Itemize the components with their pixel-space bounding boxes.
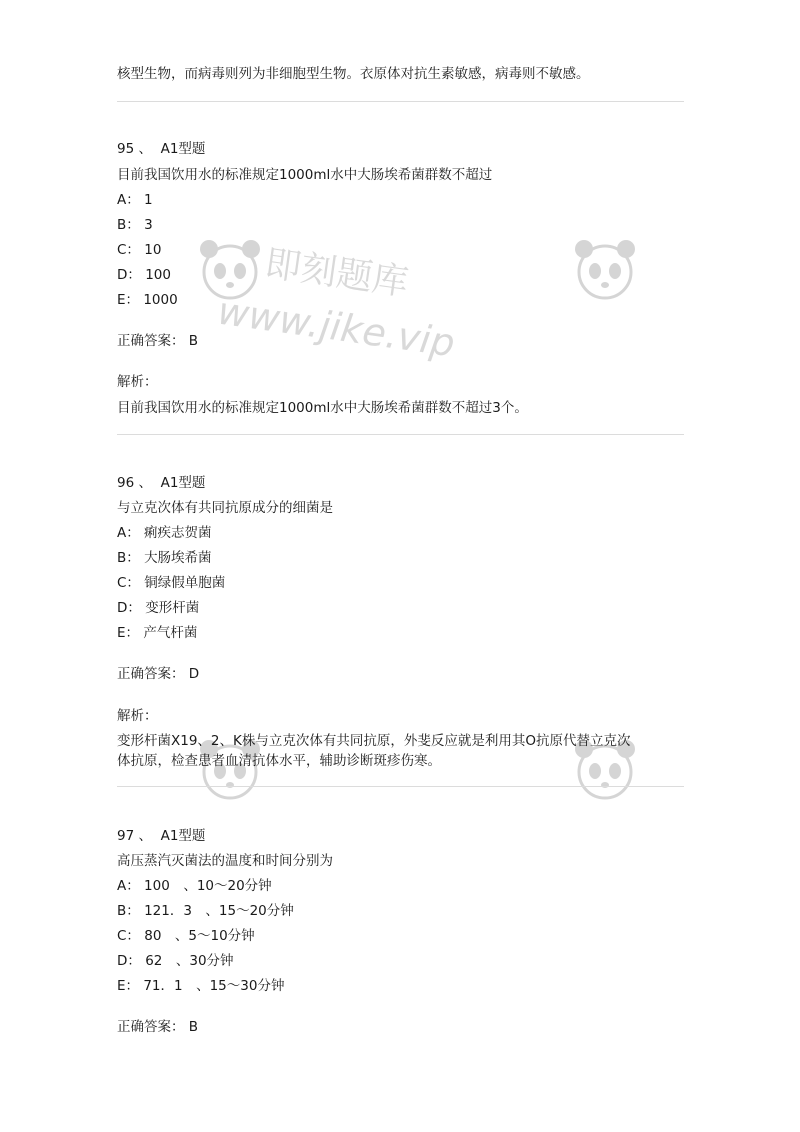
option-key: C： — [117, 242, 140, 258]
question-header — [117, 471, 205, 491]
option-a — [117, 874, 272, 894]
analysis-text: 变形杆菌X19、2、K株与立克次体有共同抗原，外斐反应就是利用其O抗原代替立克次 — [117, 733, 631, 749]
answer-label: 正确答案： — [117, 1019, 185, 1035]
option-text: 80 、5～10分钟 — [144, 928, 255, 944]
option-key: B： — [117, 903, 140, 919]
option-d — [117, 949, 234, 969]
option-key: E： — [117, 292, 140, 308]
option-key: E： — [117, 978, 140, 994]
option-b — [117, 213, 153, 233]
panda-logo-icon — [570, 235, 640, 305]
divider — [117, 786, 684, 787]
answer-label: 正确答案： — [117, 333, 185, 349]
question-number: 97 — [117, 828, 135, 844]
question-separator: 、 — [138, 141, 152, 157]
question-header — [117, 137, 205, 157]
option-key: E： — [117, 625, 140, 641]
option-text: 1000 — [143, 292, 178, 308]
question-type: A1型题 — [160, 475, 206, 491]
option-text: 铜绿假单胞菌 — [144, 575, 226, 591]
correct-answer — [117, 662, 199, 682]
analysis-text: 体抗原，检查患者血清抗体水平，辅助诊断斑疹伤寒。 — [117, 753, 441, 769]
watermark-url: www.jike.vip — [215, 288, 458, 366]
option-key: B： — [117, 550, 140, 566]
option-text: 10 — [144, 242, 162, 258]
answer-value: B — [188, 1019, 199, 1035]
option-text: 121．3 、15～20分钟 — [144, 903, 294, 919]
option-key: B： — [117, 217, 140, 233]
option-a — [117, 521, 212, 541]
question-separator: 、 — [138, 475, 152, 491]
option-key: C： — [117, 575, 140, 591]
option-key: A： — [117, 192, 140, 208]
question-header — [117, 824, 205, 844]
watermark — [570, 235, 800, 375]
option-text: 大肠埃希菌 — [144, 550, 212, 566]
divider — [117, 101, 684, 102]
option-text: 62 、30分钟 — [145, 953, 234, 969]
option-key: A： — [117, 878, 140, 894]
option-e — [117, 288, 178, 308]
analysis-label: 解析： — [117, 708, 158, 724]
panda-logo-icon — [195, 235, 265, 305]
question-number: 96 — [117, 475, 135, 491]
option-text: 产气杆菌 — [143, 625, 198, 641]
watermark — [570, 735, 800, 875]
option-c — [117, 924, 255, 944]
intro-text: 核型生物，而病毒则列为非细胞型生物。衣原体对抗生素敏感，病毒则不敏感。 — [117, 66, 590, 82]
question-type: A1型题 — [160, 828, 206, 844]
question-type: A1型题 — [160, 141, 206, 157]
option-d — [117, 263, 171, 283]
watermark — [195, 235, 458, 375]
option-text: 3 — [144, 217, 153, 233]
question-separator: 、 — [138, 828, 152, 844]
option-e — [117, 621, 197, 641]
divider — [117, 434, 684, 435]
option-key: D： — [117, 953, 141, 969]
option-text: 100 — [145, 267, 171, 283]
option-text: 71．1 、15～30分钟 — [143, 978, 285, 994]
question-stem: 与立克次体有共同抗原成分的细菌是 — [117, 500, 333, 516]
option-text: 100 、10～20分钟 — [144, 878, 272, 894]
option-d — [117, 596, 199, 616]
option-a — [117, 188, 153, 208]
option-text: 痢疾志贺菌 — [144, 525, 212, 541]
option-text: 1 — [144, 192, 153, 208]
correct-answer — [117, 1015, 198, 1035]
analysis-text: 目前我国饮用水的标准规定1000ml水中大肠埃希菌群数不超过3个。 — [117, 400, 528, 416]
answer-value: B — [188, 333, 199, 349]
option-key: A： — [117, 525, 140, 541]
question-stem: 目前我国饮用水的标准规定1000ml水中大肠埃希菌群数不超过 — [117, 167, 493, 183]
option-text: 变形杆菌 — [145, 600, 200, 616]
question-number: 95 — [117, 141, 135, 157]
correct-answer — [117, 329, 198, 349]
option-key: C： — [117, 928, 140, 944]
option-b — [117, 899, 294, 919]
option-key: D： — [117, 267, 141, 283]
option-c — [117, 238, 161, 258]
option-b — [117, 546, 212, 566]
watermark-brand: 即刻题库 — [262, 243, 411, 304]
option-e — [117, 974, 284, 994]
option-c — [117, 571, 225, 591]
analysis-label: 解析： — [117, 374, 158, 390]
answer-value: D — [188, 666, 200, 682]
option-key: D： — [117, 600, 141, 616]
question-stem: 高压蒸汽灭菌法的温度和时间分别为 — [117, 853, 333, 869]
answer-label: 正确答案： — [117, 666, 185, 682]
